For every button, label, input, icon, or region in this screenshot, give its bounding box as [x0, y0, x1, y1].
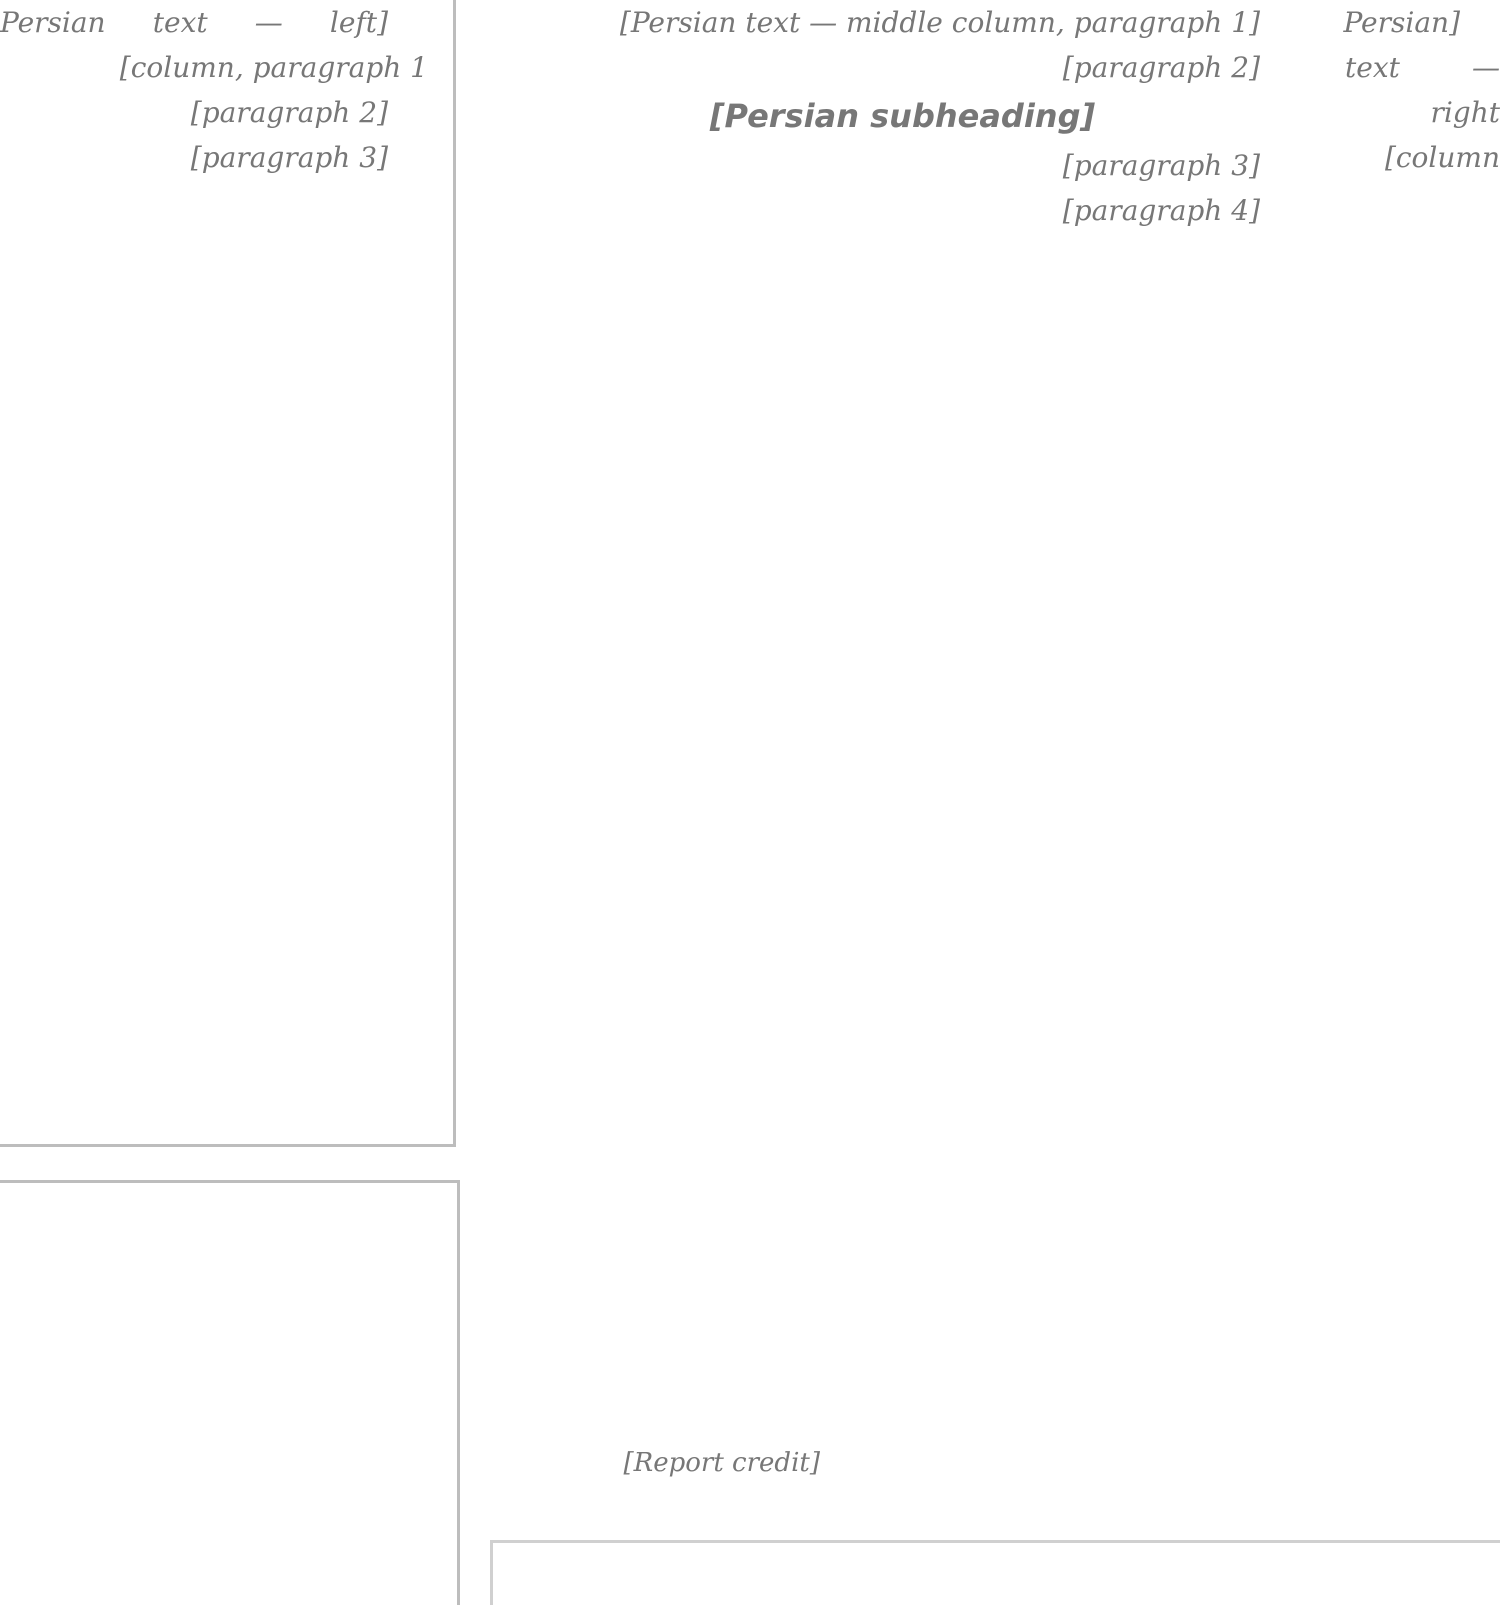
right-column [1345, 0, 1500, 180]
left-para-2: [paragraph 2] [190, 96, 388, 129]
middle-column [505, 0, 1300, 233]
left-frame-2 [0, 1180, 460, 1605]
bottom-frame [490, 1540, 1500, 1605]
right-para-1: [Persian text — right column] [1343, 6, 1500, 174]
mid-para-3: [paragraph 3] [1062, 149, 1260, 182]
mid-subhead: [Persian subheading] [709, 97, 1096, 135]
mid-para-4: [paragraph 4] [1062, 194, 1260, 227]
left-para-1: [Persian text — left column, paragraph 1] [0, 6, 428, 84]
left-para-3: [paragraph 3] [190, 141, 388, 174]
mid-para-2: [paragraph 2] [1062, 51, 1260, 84]
mid-para-1: [Persian text — middle column, paragraph 1] [619, 6, 1260, 39]
left-column [0, 0, 428, 180]
report-credit: [Report credit] [623, 1448, 820, 1478]
